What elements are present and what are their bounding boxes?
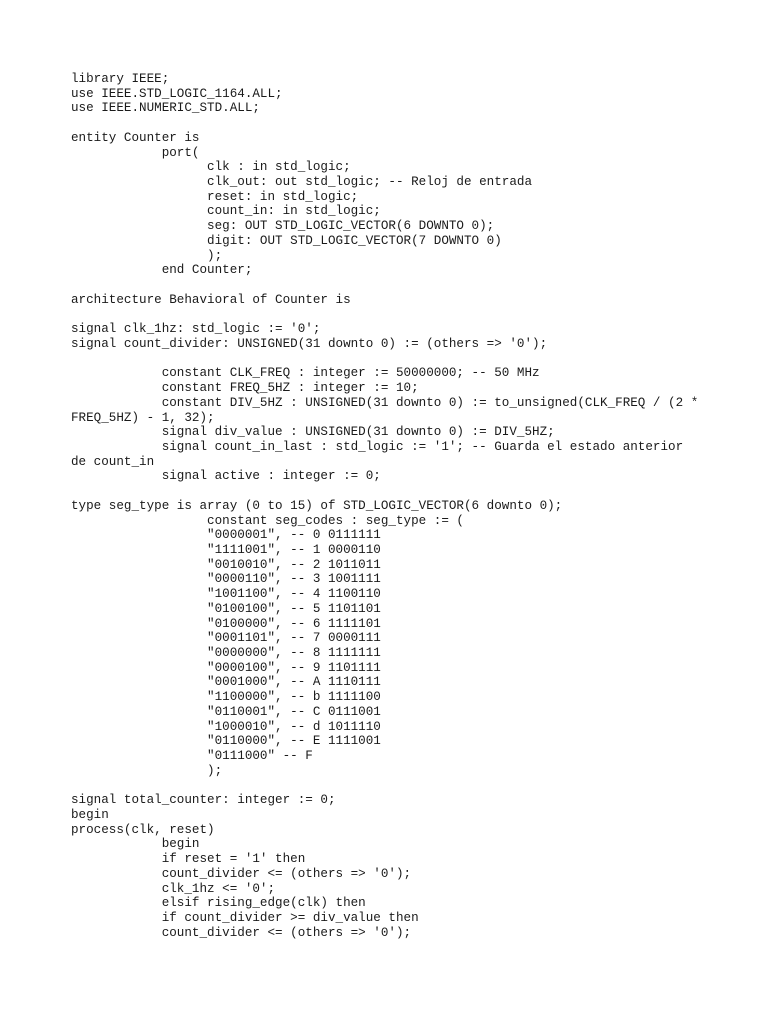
code-line: "0010010", -- 2 1011011: [71, 557, 381, 572]
code-line: signal div_value : UNSIGNED(31 downto 0) := DIV_5HZ;: [71, 425, 555, 440]
code-line: if count_divider >= div_value then: [71, 910, 419, 925]
code-line: "1001100", -- 4 1100110: [71, 587, 381, 602]
code-line: "0001101", -- 7 0000111: [71, 631, 381, 646]
code-line: "0111000" -- F: [71, 749, 313, 764]
code-line: [71, 779, 711, 794]
code-line: seg: OUT STD_LOGIC_VECTOR(6 DOWNTO 0);: [71, 219, 495, 234]
code-line: library IEEE;: [71, 72, 170, 86]
code-line: port(: [71, 145, 200, 160]
code-line: [71, 352, 711, 367]
code-line: clk : in std_logic;: [71, 160, 351, 175]
code-line: "0001000", -- A 1110111: [71, 675, 381, 690]
code-line: constant CLK_FREQ : integer := 50000000; -- 50 MHz: [71, 366, 540, 381]
code-line: clk_1hz <= '0';: [71, 881, 276, 896]
code-line: [71, 484, 711, 499]
code-line: entity Counter is: [71, 130, 200, 145]
code-line: clk_out: out std_logic; -- Reloj de entrada: [71, 175, 533, 190]
code-line: "0000100", -- 9 1101111: [71, 660, 381, 675]
code-line: );: [71, 248, 223, 263]
code-line: signal total_counter: integer := 0;: [71, 793, 336, 808]
code-line: [71, 116, 711, 131]
code-line: type seg_type is array (0 to 15) of STD_LOGIC_VECTOR(6 downto 0);: [71, 498, 563, 513]
code-line: architecture Behavioral of Counter is: [71, 292, 351, 307]
code-line: [71, 308, 711, 323]
code-line: "0110001", -- C 0111001: [71, 704, 381, 719]
code-line: de count_in: [71, 454, 155, 469]
code-line: "1111001", -- 1 0000110: [71, 543, 381, 557]
code-line: constant seg_codes : seg_type := (: [71, 513, 464, 528]
code-line: "1000010", -- d 1011110: [71, 719, 381, 734]
code-line: "0000000", -- 8 1111111: [71, 646, 381, 661]
code-line: count_in: in std_logic;: [71, 204, 381, 219]
code-line: constant FREQ_5HZ : integer := 10;: [71, 381, 419, 396]
code-line: signal count_divider: UNSIGNED(31 downto 0) := (others => '0');: [71, 336, 548, 351]
code-line: use IEEE.STD_LOGIC_1164.ALL;: [71, 86, 283, 101]
code-line: signal active : integer := 0;: [71, 469, 381, 484]
code-line: [71, 278, 711, 293]
code-line: signal count_in_last : std_logic := '1'; -- Guarda el estado anterior: [71, 439, 684, 454]
code-line: reset: in std_logic;: [71, 189, 359, 204]
code-line: begin: [71, 807, 109, 822]
code-line: count_divider <= (others => '0');: [71, 925, 412, 940]
code-line: elsif rising_edge(clk) then: [71, 896, 366, 911]
code-line: "0000001", -- 0 0111111: [71, 528, 381, 543]
code-line: end Counter;: [71, 263, 253, 278]
code-line: begin: [71, 837, 200, 852]
code-line: count_divider <= (others => '0');: [71, 866, 412, 881]
code-line: "0110000", -- E 1111001: [71, 734, 381, 749]
code-line: use IEEE.NUMERIC_STD.ALL;: [71, 101, 260, 116]
code-line: "0100000", -- 6 1111101: [71, 616, 381, 631]
code-line: );: [71, 763, 223, 778]
code-line: if reset = '1' then: [71, 852, 306, 867]
code-line: "0000110", -- 3 1001111: [71, 572, 381, 587]
code-line: "1100000", -- b 1111100: [71, 690, 381, 705]
code-line: constant DIV_5HZ : UNSIGNED(31 downto 0) := to_unsigned(CLK_FREQ / (2 *: [71, 395, 699, 410]
code-line: signal clk_1hz: std_logic := '0';: [71, 322, 321, 337]
code-line: "0100100", -- 5 1101101: [71, 601, 381, 616]
code-line: process(clk, reset): [71, 822, 215, 837]
code-line: FREQ_5HZ) - 1, 32);: [71, 410, 215, 425]
vhdl-code-block: [71, 72, 711, 940]
code-line: digit: OUT STD_LOGIC_VECTOR(7 DOWNTO 0): [71, 233, 502, 248]
